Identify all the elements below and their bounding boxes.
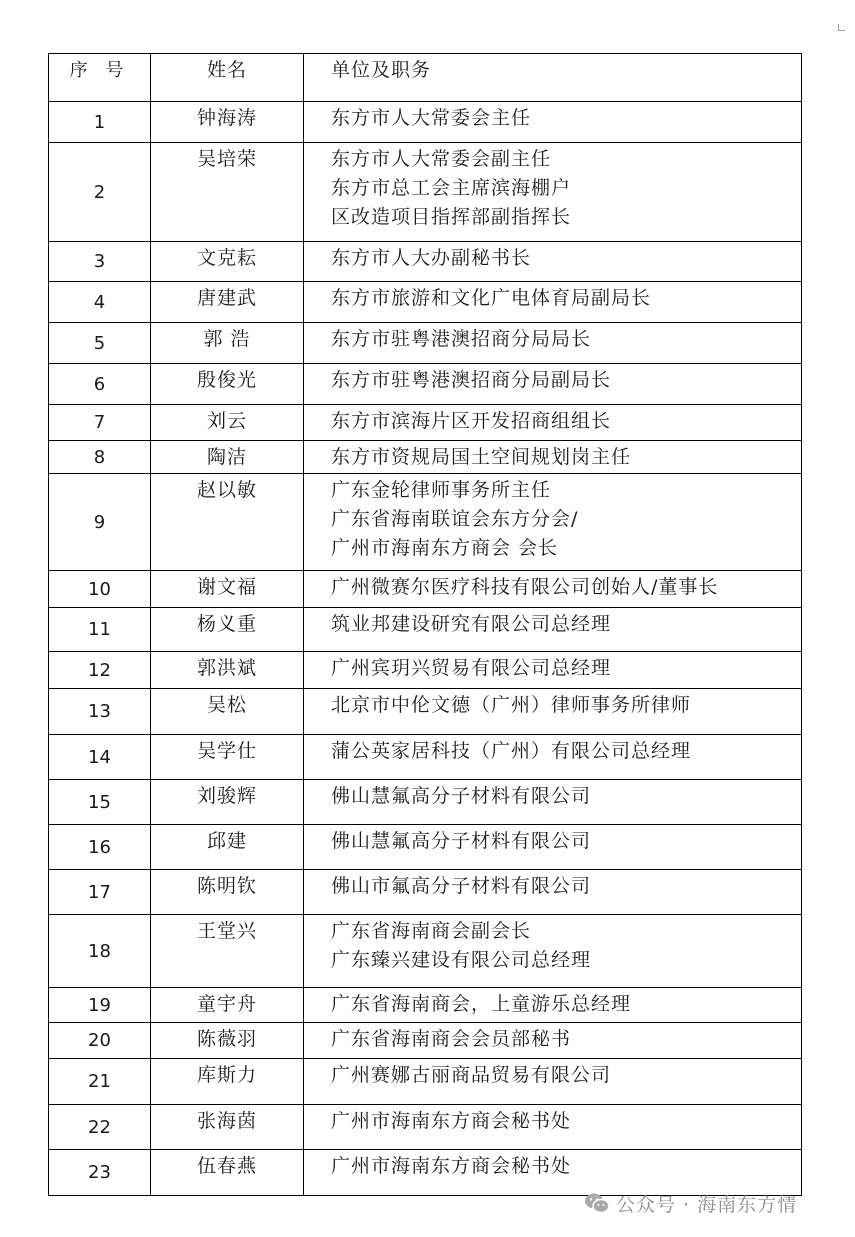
position-line: 广东金轮律师事务所主任: [331, 479, 552, 501]
table-row: [49, 364, 802, 405]
header-number: 序 号: [49, 54, 151, 102]
position-line: 广东省海南商会，上童游乐总经理: [331, 993, 632, 1015]
wechat-icon: [584, 1192, 610, 1214]
row-name: 邱建: [151, 825, 304, 870]
row-number: 23: [49, 1150, 151, 1196]
row-number: 11: [49, 608, 151, 652]
table-row: [49, 323, 802, 364]
row-position: [304, 571, 802, 608]
row-number: 18: [49, 915, 151, 988]
table-row: [49, 825, 802, 870]
row-number: 5: [49, 323, 151, 364]
row-position: [304, 282, 802, 323]
row-name: 童宇舟: [151, 988, 304, 1023]
table-row: [49, 735, 802, 780]
row-position: [304, 441, 802, 474]
position-line: 广州市海南东方商会秘书处: [331, 1110, 572, 1132]
table-row: [49, 571, 802, 608]
row-name: 陈薇羽: [151, 1023, 304, 1059]
position-line: 广州赛娜古丽商品贸易有限公司: [331, 1064, 612, 1086]
table-row: [49, 441, 802, 474]
row-number: 9: [49, 474, 151, 571]
row-position: [304, 608, 802, 652]
table-row: [49, 242, 802, 282]
row-position: [304, 143, 802, 242]
row-name: 郭 浩: [151, 323, 304, 364]
row-number: 19: [49, 988, 151, 1023]
position-line: 广州宾玥兴贸易有限公司总经理: [331, 657, 612, 679]
position-line: 东方市驻粤港澳招商分局副局长: [331, 369, 612, 391]
position-line: 东方市滨海片区开发招商组组长: [331, 410, 612, 432]
table-row: [49, 915, 802, 988]
table-row: [49, 870, 802, 915]
header-position: 单位及职务: [304, 54, 802, 102]
table-row: [49, 1105, 802, 1150]
table-body: [49, 102, 802, 1196]
table-header-row: [49, 54, 802, 102]
position-line: 广州市海南东方商会秘书处: [331, 1155, 572, 1177]
row-position: [304, 780, 802, 825]
row-position: [304, 1023, 802, 1059]
row-position: [304, 1105, 802, 1150]
row-name: 谢文福: [151, 571, 304, 608]
position-line: 北京市中伦文德（广州）律师事务所律师: [331, 694, 692, 716]
position-line: 广州微赛尔医疗科技有限公司创始人/董事长: [331, 576, 719, 598]
table-row: [49, 780, 802, 825]
row-name: 伍春燕: [151, 1150, 304, 1196]
row-name: 殷俊光: [151, 364, 304, 405]
position-line: 蒲公英家居科技（广州）有限公司总经理: [331, 740, 692, 762]
row-number: 6: [49, 364, 151, 405]
table-row: [49, 1059, 802, 1105]
table-row: [49, 1023, 802, 1059]
row-number: 12: [49, 652, 151, 689]
position-line: 广东省海南联谊会东方分会/: [331, 508, 579, 530]
position-line: 广东省海南商会副会长: [331, 920, 532, 942]
row-position: [304, 323, 802, 364]
position-line: 区改造项目指挥部副指挥长: [331, 206, 572, 228]
position-line: 东方市驻粤港澳招商分局局长: [331, 328, 592, 350]
position-line: 广东臻兴建设有限公司总经理: [331, 949, 592, 971]
table-row: [49, 143, 802, 242]
row-position: [304, 102, 802, 143]
row-number: 4: [49, 282, 151, 323]
row-position: [304, 242, 802, 282]
row-name: 唐建武: [151, 282, 304, 323]
page-corner-mark: [838, 24, 845, 31]
position-line: 佛山慧氟高分子材料有限公司: [331, 830, 592, 852]
table-row: [49, 608, 802, 652]
row-number: 14: [49, 735, 151, 780]
position-line: 佛山慧氟高分子材料有限公司: [331, 785, 592, 807]
row-number: 15: [49, 780, 151, 825]
row-position: [304, 652, 802, 689]
row-position: [304, 735, 802, 780]
position-line: 东方市人大常委会主任: [331, 107, 532, 129]
row-name: 陶洁: [151, 441, 304, 474]
row-name: 刘骏辉: [151, 780, 304, 825]
row-name: 文克耘: [151, 242, 304, 282]
table-row: [49, 988, 802, 1023]
position-line: 东方市资规局国土空间规划岗主任: [331, 446, 632, 468]
row-name: 杨义重: [151, 608, 304, 652]
row-name: 吴学仕: [151, 735, 304, 780]
row-position: [304, 474, 802, 571]
position-line: 东方市人大办副秘书长: [331, 247, 532, 269]
watermark: [584, 1188, 797, 1218]
position-line: 东方市总工会主席滨海棚户: [331, 177, 572, 199]
row-number: 16: [49, 825, 151, 870]
row-position: [304, 405, 802, 441]
table-row: [49, 689, 802, 735]
row-name: 刘云: [151, 405, 304, 441]
position-line: 广东省海南商会会员部秘书: [331, 1028, 572, 1050]
table-row: [49, 102, 802, 143]
row-number: 22: [49, 1105, 151, 1150]
row-position: [304, 988, 802, 1023]
table-row: [49, 474, 802, 571]
row-name: 吴培荣: [151, 143, 304, 242]
position-line: 佛山市氟高分子材料有限公司: [331, 875, 592, 897]
row-number: 3: [49, 242, 151, 282]
row-number: 2: [49, 143, 151, 242]
position-line: 筑业邦建设研究有限公司总经理: [331, 613, 612, 635]
position-line: 广州市海南东方商会 会长: [331, 537, 559, 559]
row-position: [304, 915, 802, 988]
row-number: 17: [49, 870, 151, 915]
table-row: [49, 405, 802, 441]
row-number: 20: [49, 1023, 151, 1059]
row-number: 7: [49, 405, 151, 441]
table-row: [49, 652, 802, 689]
row-name: 赵以敏: [151, 474, 304, 571]
row-position: [304, 825, 802, 870]
row-position: [304, 364, 802, 405]
row-position: [304, 1059, 802, 1105]
position-line: 东方市旅游和文化广电体育局副局长: [331, 287, 652, 309]
position-line: 东方市人大常委会副主任: [331, 148, 552, 170]
row-number: 8: [49, 441, 151, 474]
row-name: 库斯力: [151, 1059, 304, 1105]
table-row: [49, 282, 802, 323]
roster-table: [48, 53, 802, 1196]
header-name: 姓名: [151, 54, 304, 102]
row-number: 10: [49, 571, 151, 608]
row-number: 13: [49, 689, 151, 735]
row-name: 王堂兴: [151, 915, 304, 988]
watermark-text: 公众号 · 海南东方情: [616, 1193, 798, 1216]
row-number: 21: [49, 1059, 151, 1105]
row-name: 钟海涛: [151, 102, 304, 143]
row-name: 张海茵: [151, 1105, 304, 1150]
row-position: [304, 689, 802, 735]
row-position: [304, 870, 802, 915]
row-name: 陈明钦: [151, 870, 304, 915]
row-name: 郭洪斌: [151, 652, 304, 689]
row-name: 吴松: [151, 689, 304, 735]
row-number: 1: [49, 102, 151, 143]
